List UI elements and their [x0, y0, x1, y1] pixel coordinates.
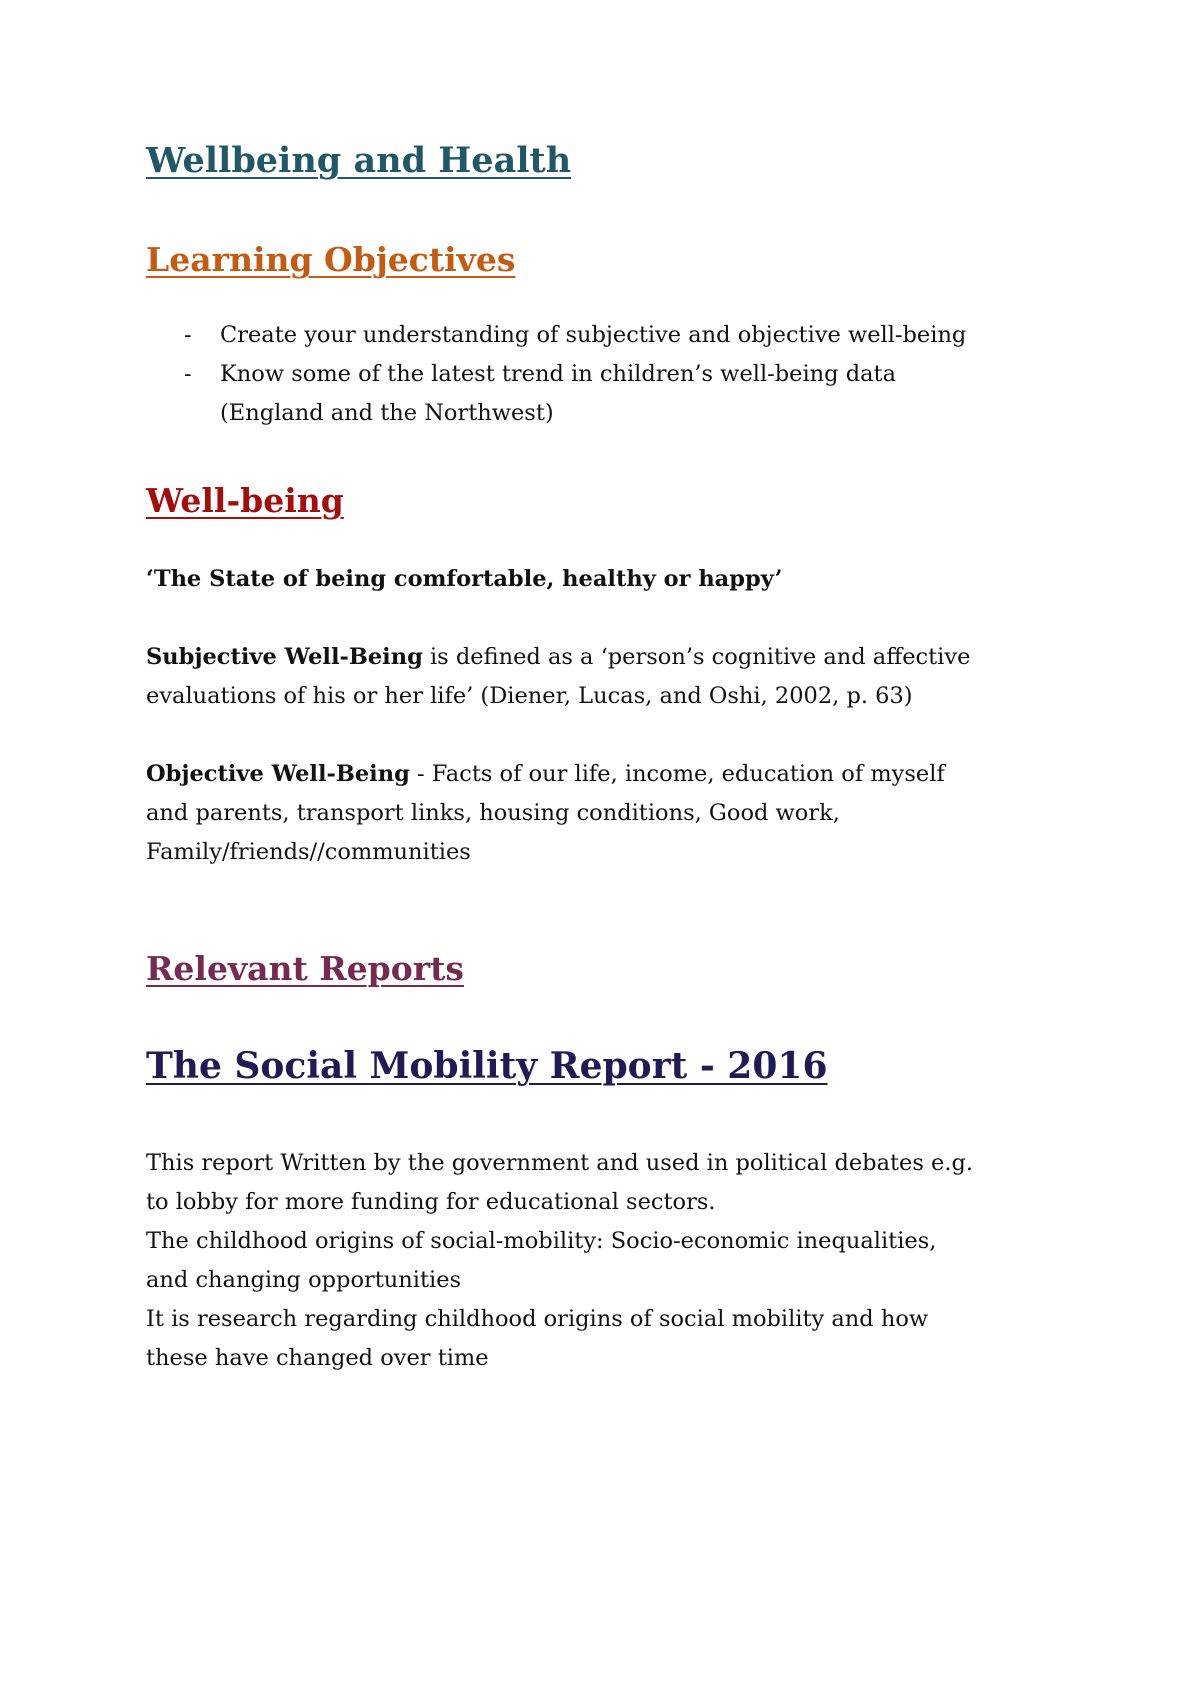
- social-mobility-line: to lobby for more funding for educational sectors.: [146, 1188, 716, 1215]
- social-mobility-line: The childhood origins of social-mobility: Socio-economic inequalities,: [146, 1227, 937, 1254]
- relevant-reports-heading: Relevant Reports: [146, 949, 464, 989]
- objective-term: Objective Well-Being: [146, 761, 410, 788]
- objective-line-1: [146, 755, 1086, 794]
- subjective-definition-start: is defined as a ‘person’s cognitive and affective: [422, 644, 971, 671]
- wellbeing-heading: Well-being: [146, 480, 344, 520]
- social-mobility-line: and changing opportunities: [146, 1266, 462, 1293]
- list-item-text: Create your understanding of subjective and objective well-being: [220, 321, 967, 348]
- page-title: Wellbeing and Health: [146, 140, 572, 181]
- social-mobility-line: This report Written by the government and used in political debates e.g.: [146, 1149, 974, 1176]
- definition-quote: ‘The State of being comfortable, healthy or happy’: [146, 566, 783, 593]
- social-mobility-line: It is research regarding childhood origins of social mobility and how: [146, 1305, 929, 1332]
- objective-line-2: and parents, transport links, housing conditions, Good work,: [146, 800, 840, 827]
- objective-wellbeing-paragraph: [146, 755, 1086, 872]
- document-body: [146, 140, 1086, 1378]
- list-item: [146, 355, 1086, 433]
- social-mobility-line: these have changed over time: [146, 1344, 489, 1371]
- learning-objectives-list: [146, 316, 1086, 433]
- list-dash: -: [184, 360, 192, 387]
- objective-line-3: Family/friends//communities: [146, 839, 471, 866]
- subjective-term: Subjective Well-Being: [146, 644, 423, 671]
- subjective-line-2: evaluations of his or her life’ (Diener, Lucas, and Oshi, 2002, p. 63): [146, 683, 913, 710]
- list-item: [146, 316, 1086, 355]
- social-mobility-heading: The Social Mobility Report - 2016: [146, 1044, 828, 1087]
- social-mobility-paragraph: [146, 1144, 1086, 1378]
- list-item-text: Know some of the latest trend in children’s well-being data: [220, 360, 896, 387]
- subjective-wellbeing-paragraph: [146, 638, 1086, 716]
- list-item-continuation: (England and the Northwest): [220, 399, 554, 426]
- list-dash: -: [184, 321, 192, 348]
- learning-objectives-heading: Learning Objectives: [146, 240, 516, 279]
- objective-definition-start: - Facts of our life, income, education of myself: [409, 761, 945, 788]
- subjective-line-1: [146, 638, 1086, 677]
